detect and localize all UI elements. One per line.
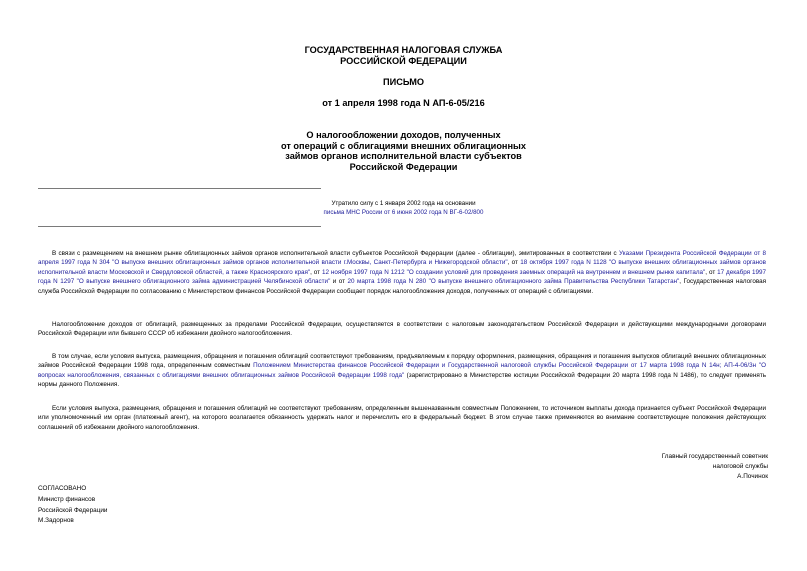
signature-position: Главный государственный советник xyxy=(661,453,768,460)
link-ukaz-1297[interactable]: 17 декабря 1997 года N 1297 "О выпуске внешнего облигационного займа администрацией Челябинской области" xyxy=(38,268,767,286)
status-note xyxy=(0,199,807,217)
status-link[interactable]: письма МНС России от 6 июня 2002 года N ВГ-6-02/800 xyxy=(323,209,484,216)
p1-text-3: , от xyxy=(310,268,322,276)
p1-text-5: и от xyxy=(330,278,348,286)
link-polozhenie[interactable]: Положением Министерства финансов Российской Федерации и Государственной налоговой службы Российской Федерации от 17 марта 1998 года N 14н; АП-4-06/3н "О вопросах налогообложения, связанных с облигациями внешних облигационных займов Российской Федерации 1998 года" xyxy=(38,362,766,379)
divider-bottom xyxy=(38,226,321,227)
link-ukaz-280[interactable]: 20 марта 1998 года N 280 "О выпуске внешнего облигационного займа Правительства Республики Татарстан" xyxy=(347,278,680,286)
document-title xyxy=(0,130,807,172)
link-ukaz-1212[interactable]: 12 ноября 1997 года N 1212 "О создании условий для проведения заемных операций на внутреннем и внешнем рынке капитала" xyxy=(321,268,706,276)
p1-text-6: , Государственная налоговая служба Российской Федерации по согласованию с Министерством финансов Российской Федерации сообщает порядок налогообложения доходов, полученных от операций с облигациями. xyxy=(38,278,767,295)
agreed-position: Министр финансов xyxy=(38,495,96,503)
p1-text-2: , от xyxy=(507,259,521,267)
p3-text-1: В том случае, если условия выпуска, размещения, обращения и погашения облигаций соответствуют требованиям, предъявляемым к порядку оформления, размещения, обращения и погашения выпусков облигаций внешних облигационных займов Российской Федерации 1998 года, определенным совместным xyxy=(38,353,766,370)
agreed-block xyxy=(38,484,108,527)
title-line-1: О налогообложении доходов, полученных xyxy=(306,130,501,140)
signature-service: налоговой службы xyxy=(712,463,768,470)
paragraph-2: Налогообложение доходов от облигаций, размещенных за пределами Российской Федерации, осуществляется в соответствии с налоговым законодательством Российской Федерации и действующими международными договорами Российской Федерации или бывшего СССР об избежании двойного налогообложения. xyxy=(38,321,766,338)
signature-name: А.Починок xyxy=(737,473,768,480)
divider-top xyxy=(38,188,321,189)
doc-date-number: от 1 апреля 1998 года N АП-6-05/216 xyxy=(322,98,485,108)
link-ukaz-1128[interactable]: 18 октября 1997 года N 1128 "О выпуске внешних облигационных займов органов исполнительной власти Московской и Свердловской областей, а также Красноярского края" xyxy=(38,259,766,276)
paragraph-3 xyxy=(38,352,766,390)
org-name-line-2: РОССИЙСКОЙ ФЕДЕРАЦИИ xyxy=(340,55,467,66)
p3-text-2: (зарегистрировано в Министерстве юстиции Российской Федерации 20 марта 1998 года N 1486), то следует применять нормы данного Положения. xyxy=(38,371,766,389)
paragraph-1 xyxy=(38,249,766,296)
status-line: Утратило силу с 1 января 2002 года на основании xyxy=(331,200,476,207)
title-line-3: займов органов исполнительной власти субъектов xyxy=(285,151,522,161)
agreed-name: М.Задорнов xyxy=(38,517,74,525)
p1-text-4: , от xyxy=(705,268,718,276)
agreed-country: Российской Федерации xyxy=(38,506,108,514)
agreed-heading: СОГЛАСОВАНО xyxy=(38,485,87,492)
document-header xyxy=(0,45,807,66)
org-name-line-1: ГОСУДАРСТВЕННАЯ НАЛОГОВАЯ СЛУЖБА xyxy=(304,45,503,55)
doc-type: ПИСЬМО xyxy=(382,77,425,87)
signature-block xyxy=(568,452,768,482)
link-ukaz-304[interactable]: Указами Президента Российской Федерации от 8 апреля 1997 года N 304 "О выпуске внешних облигационных займов органов исполнительной власти г.Москвы, Санкт-Петербурга и Нижегородской области" xyxy=(38,250,767,267)
p1-text-1: В связи с размещением на внешнем рынке облигационных займов органов исполнительной власти субъектов Российской Федерации (далее - облигации), эмитированных в соответствии с xyxy=(52,250,620,257)
paragraph-4: Если условия выпуска, размещения, обращения и погашения облигаций не соответствуют требованиям, определенным вышеназванным совместным Положением, то источником выплаты дохода признается субъект Российской Федерации или уполномоченный им орган (платежный агент), на которого возлагается обязанность удержать налог и перечислить его в федеральный бюджет. В этом случае также применяются во внимание соответствующие положения действующих соглашений об избежании двойного налогообложения. xyxy=(38,405,766,431)
title-line-4: Российской Федерации xyxy=(349,161,458,172)
title-line-2: от операций с облигациями внешних облигационных xyxy=(281,140,526,151)
